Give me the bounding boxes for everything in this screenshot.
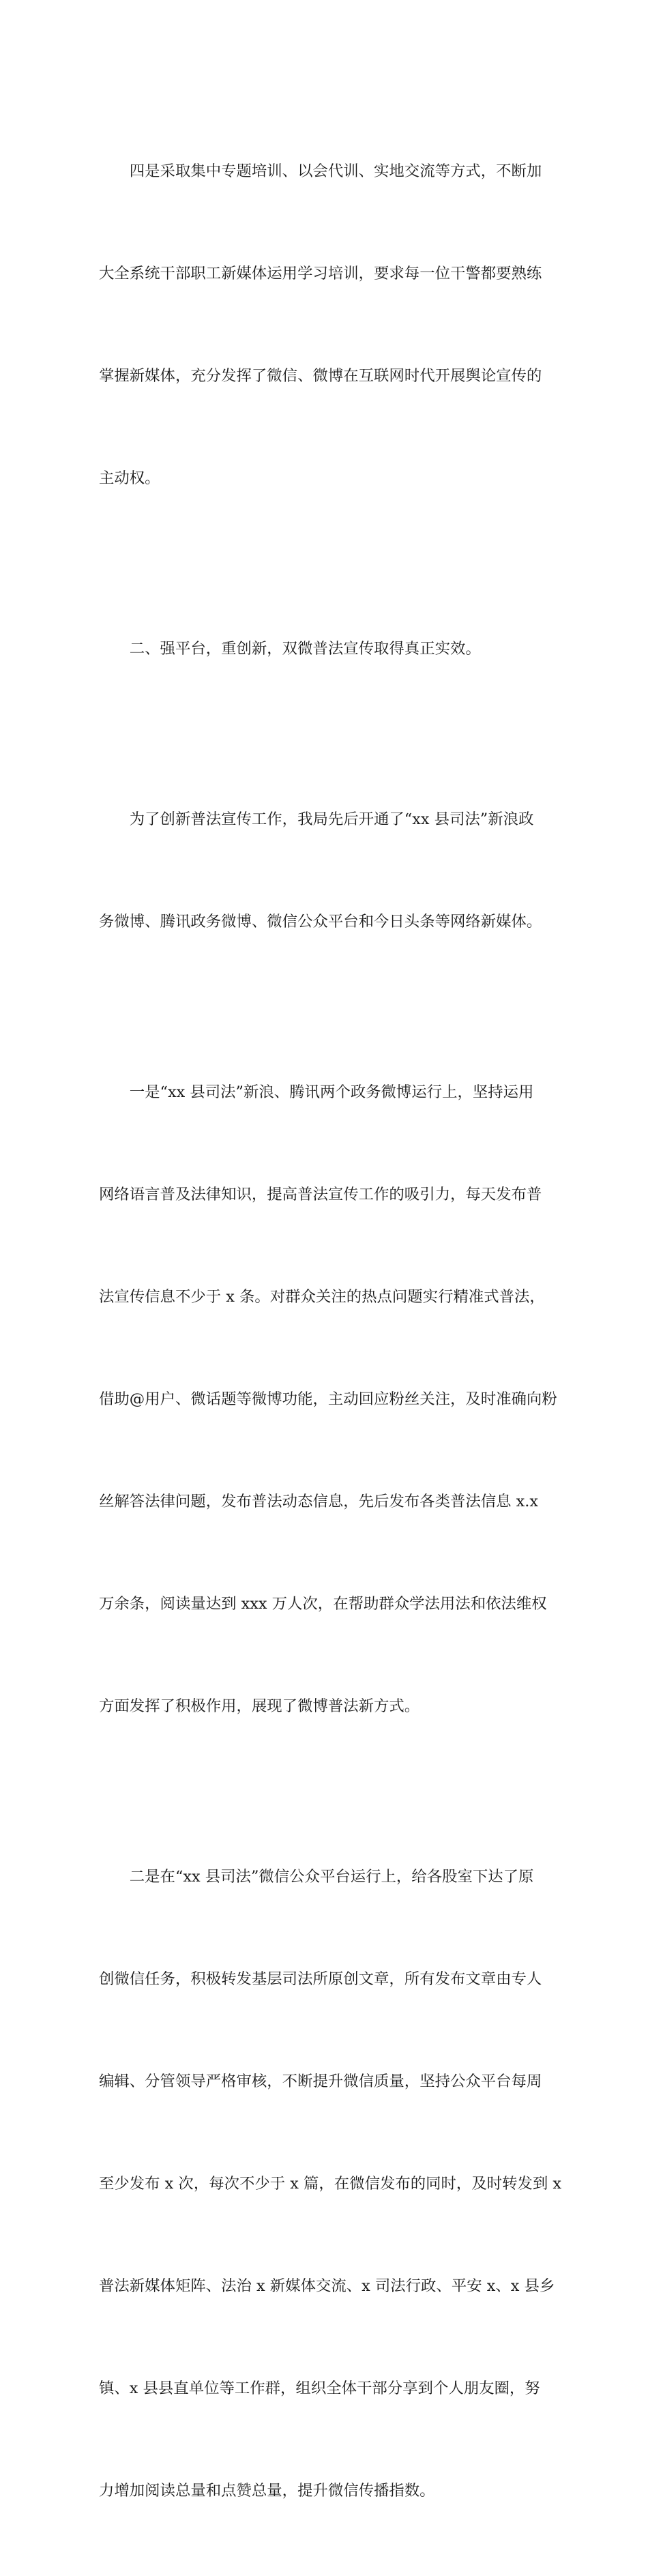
text-line: 大全系统干部职工新媒体运用学习培训，要求每一位干警都要熟练 [99, 265, 542, 282]
text-line: 借助@用户、微话题等微博功能，主动回应粉丝关注，及时准确向粉 [99, 1390, 557, 1408]
text-line: 网络语言普及法律知识，提高普法宣传工作的吸引力，每天发布普 [99, 1186, 542, 1203]
heading-line: 二、强平台，重创新，双微普法宣传取得真正实效。 [99, 640, 481, 658]
text-line: 二是在“xx 县司法”微信公众平台运行上，给各股室下达了原 [99, 1868, 534, 1886]
text-line: 丝解答法律问题，发布普法动态信息，先后发布各类普法信息 x.x [99, 1493, 539, 1510]
text-line: 力增加阅读总量和点赞总量，提升微信传播指数。 [99, 2482, 435, 2500]
paragraph-wechat [99, 1791, 562, 2576]
paragraph-weibo [99, 1007, 555, 1791]
document-body [99, 86, 562, 2576]
text-line: 普法新媒体矩阵、法治 x 新媒体交流、x 司法行政、平安 x、x 县乡 [99, 2277, 555, 2295]
text-line: 万余条，阅读量达到 xxx 万人次，在帮助群众学法用法和依法维权 [99, 1595, 547, 1613]
text-line: 镇、x 县县直单位等工作群，组织全体干部分享到个人朋友圈，努 [99, 2380, 540, 2397]
paragraph-training [99, 86, 555, 564]
text-line: 编辑、分管领导严格审核，不断提升微信质量，坚持公众平台每周 [99, 2073, 542, 2090]
text-line: 一是“xx 县司法”新浪、腾讯两个政务微博运行上，坚持运用 [99, 1083, 534, 1101]
section-heading [99, 564, 555, 734]
paragraph-intro [99, 734, 555, 1007]
text-line: 创微信任务，积极转发基层司法所原创文章，所有发布文章由专人 [99, 1970, 542, 1988]
text-line: 务微博、腾讯政务微博、微信公众平台和今日头条等网络新媒体。 [99, 913, 542, 931]
text-line: 四是采取集中专题培训、以会代训、实地交流等方式，不断加 [99, 162, 542, 180]
text-line: 至少发布 x 次，每次不少于 x 篇，在微信发布的同时，及时转发到 x [99, 2175, 562, 2193]
text-line: 掌握新媒体，充分发挥了微信、微博在互联网时代开展舆论宣传的 [99, 367, 542, 385]
text-line: 法宣传信息不少于 x 条。对群众关注的热点问题实行精准式普法， [99, 1288, 545, 1306]
text-line: 为了创新普法宣传工作，我局先后开通了“xx 县司法”新浪政 [99, 810, 534, 828]
text-line: 主动权。 [99, 469, 160, 487]
text-line: 方面发挥了积极作用，展现了微博普法新方式。 [99, 1697, 420, 1715]
